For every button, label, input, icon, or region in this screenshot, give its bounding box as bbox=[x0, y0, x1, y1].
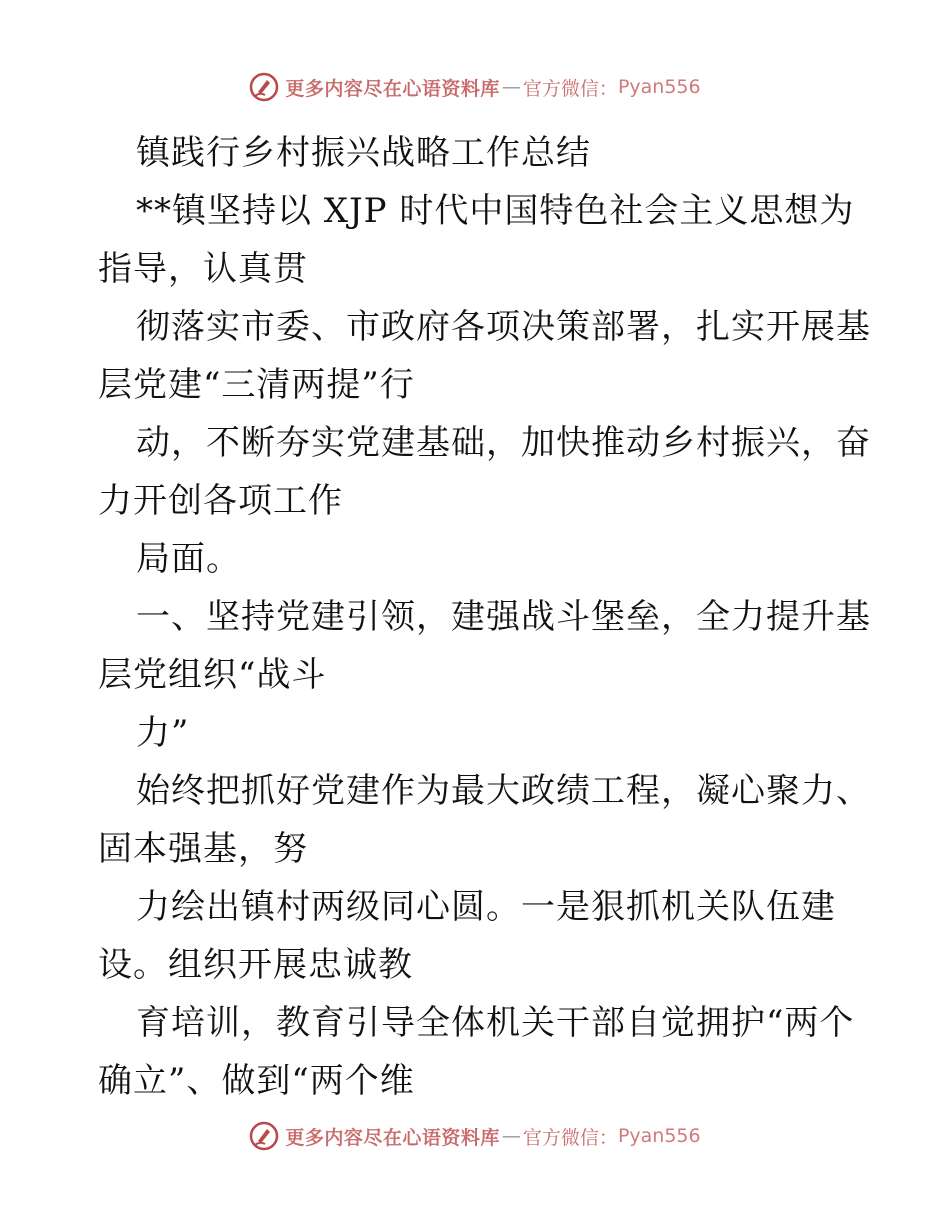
text-line: **镇坚持以 XJP 时代中国特色社会主义思想为 bbox=[136, 191, 855, 231]
text-line: 力绘出镇村两级同心圆。一是狠抓机关队伍建 bbox=[136, 887, 836, 927]
header-banner bbox=[0, 72, 950, 102]
text-line: 彻落实市委、市政府各项决策部署，扎实开展基 bbox=[136, 307, 871, 347]
text-line: 始终把抓好党建作为最大政绩工程，凝心聚力、 bbox=[136, 771, 871, 811]
banner-main-text: 更多内容尽在心语资料库 bbox=[285, 77, 500, 100]
text-line: 固本强基，努 bbox=[98, 829, 308, 869]
banner-wechat-id: Pyan556 bbox=[617, 1125, 701, 1147]
text-line: 设。组织开展忠诚教 bbox=[98, 945, 413, 985]
text-line: 层党建“三清两提”行 bbox=[98, 365, 415, 405]
text-line: 局面。 bbox=[136, 539, 241, 579]
text-line: 一、坚持党建引领，建强战斗堡垒，全力提升基 bbox=[136, 597, 871, 637]
text-line: 动，不断夯实党建基础，加快推动乡村振兴，奋 bbox=[136, 423, 871, 463]
brand-logo-icon bbox=[249, 72, 279, 102]
banner-sub-text: 官方微信： bbox=[522, 1126, 618, 1149]
banner-separator: — bbox=[501, 1125, 521, 1147]
text-line: 镇践行乡村振兴战略工作总结 bbox=[136, 133, 591, 173]
text-line: 力开创各项工作 bbox=[98, 481, 343, 521]
text-line: 指导，认真贯 bbox=[98, 249, 308, 289]
brand-logo-icon bbox=[249, 1121, 279, 1151]
banner-main-text: 更多内容尽在心语资料库 bbox=[285, 1126, 500, 1149]
banner-wechat-id: Pyan556 bbox=[617, 76, 701, 98]
banner-sub-text: 官方微信： bbox=[522, 77, 618, 100]
text-line: 育培训，教育引导全体机关干部自觉拥护“两个 bbox=[136, 1003, 855, 1043]
footer-banner bbox=[0, 1121, 950, 1151]
text-line: 力” bbox=[136, 713, 190, 753]
text-line: 确立”、做到“两个维 bbox=[98, 1061, 415, 1101]
text-line: 层党组织“战斗 bbox=[98, 655, 327, 695]
document-body bbox=[98, 124, 871, 1110]
banner-separator: — bbox=[501, 76, 521, 98]
